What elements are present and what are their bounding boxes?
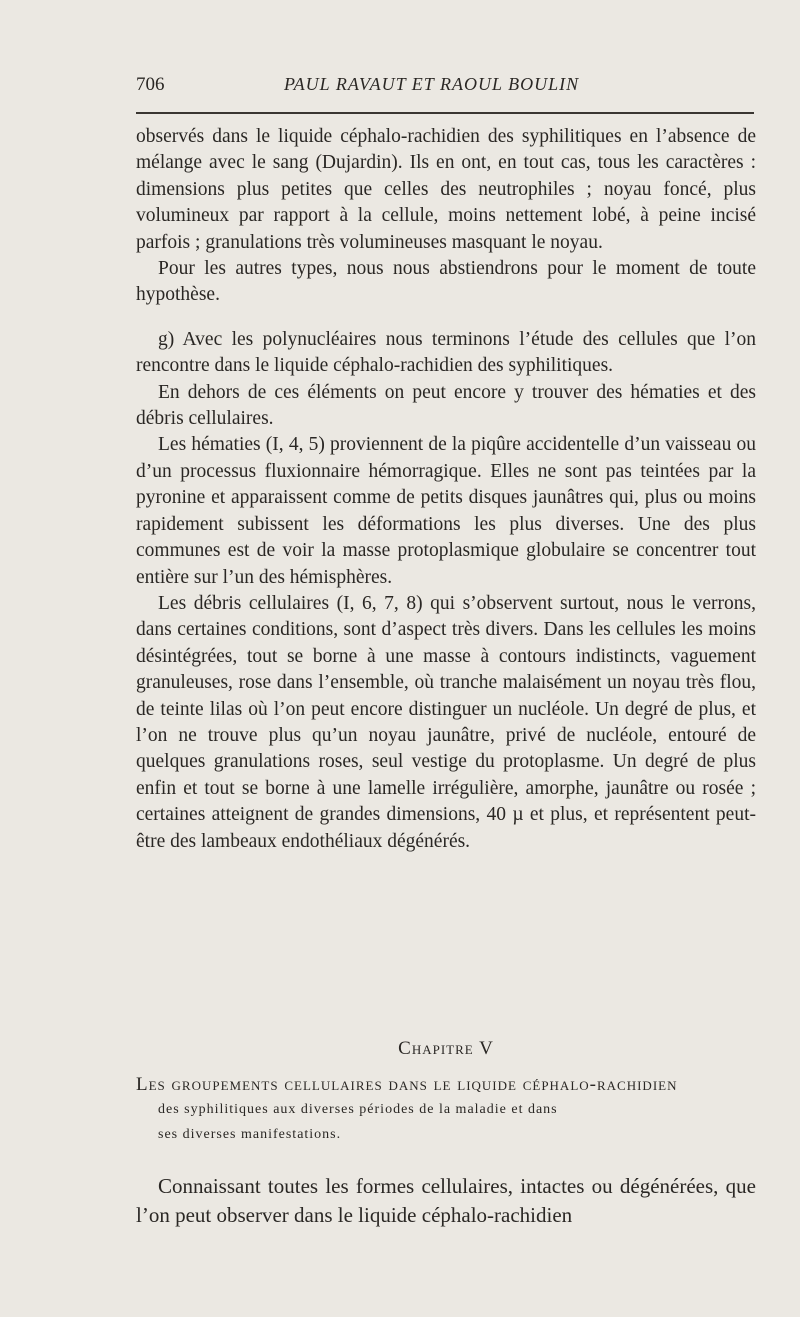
paragraph: Les hématies (I, 4, 5) proviennent de la piqûre accidentelle d’un vaisseau ou d’un processus fluxionnaire hémorragique. Elles ne sont pas teintées par la pyronine et apparaissent comme de petits disques jaunâtres qui, plus ou moins rapidement subissent les déformations les plus diverses. Une des plus communes est de voir la masse protoplasmique globulaire se concentrer tout entière sur l’un des hémisphères. <box>136 434 756 588</box>
chapter-subtitle-line: Les groupements cellulaires dans le liquide céphalo-rachidien <box>136 1074 678 1095</box>
header-rule <box>136 112 754 114</box>
closing-text <box>136 1172 756 1230</box>
body-text <box>136 124 756 855</box>
chapter-subtitle <box>136 1072 760 1147</box>
paragraph: Connaissant toutes les formes cellulaires, intactes ou dégénérées, que l’on peut observer dans le liquide céphalo-rachidien <box>136 1174 756 1227</box>
paragraph: Pour les autres types, nous nous abstiendrons pour le moment de toute hypothèse. <box>136 258 756 306</box>
paragraph: observés dans le liquide céphalo-rachidien des syphilitiques en l’absence de mélange avec le sang (Dujardin). Ils en ont, en tout cas, tous les caractères : dimensions plus petites que celles des neutrophiles ; noyau foncé, plus volumineux par rapport à la cellule, moins nettement lobé, à peine incisé parfois ; granulations très volumineuses masquant le noyau. <box>136 126 756 253</box>
running-head: PAUL RAVAUT ET RAOUL BOULIN <box>284 74 580 94</box>
paragraph: g) Avec les polynucléaires nous terminons l’étude des cellules que l’on rencontre dans le liquide céphalo-rachidien des syphilitiques. <box>136 328 756 377</box>
chapter-subtitle-line: des syphilitiques aux diverses périodes de la maladie et dans <box>158 1102 558 1117</box>
chapter-subtitle-line: ses diverses manifestations. <box>158 1127 342 1142</box>
page-number: 706 <box>136 74 165 95</box>
paragraph: En dehors de ces éléments on peut encore y trouver des hématies et des débris cellulaires. <box>136 381 756 430</box>
page-header <box>136 74 756 104</box>
paragraph: Les débris cellulaires (I, 6, 7, 8) qui s’observent surtout, nous le verrons, dans certaines conditions, sont d’aspect très divers. Dans les cellules les moins désintégrées, tout se borne à une masse à contours indistincts, vaguement granuleuses, rose dans l’ensemble, où tranche malaisément un noyau très flou, de teinte lilas où l’on peut encore distinguer un nucléole. Un degré de plus, et l’on ne trouve plus qu’un noyau jaunâtre, privé de nucléole, entouré de quelques granulations roses, seul vestige du protoplasme. Un degré de plus enfin et tout se borne à une lamelle irrégulière, amorphe, jaunâtre ou rosée ; certaines atteignent de grandes dimensions, 40 µ et plus, et représentent peut-être des lambeaux endothéliaux dégénérés. <box>136 592 756 852</box>
chapter-heading: Chapitre V <box>398 1038 494 1059</box>
